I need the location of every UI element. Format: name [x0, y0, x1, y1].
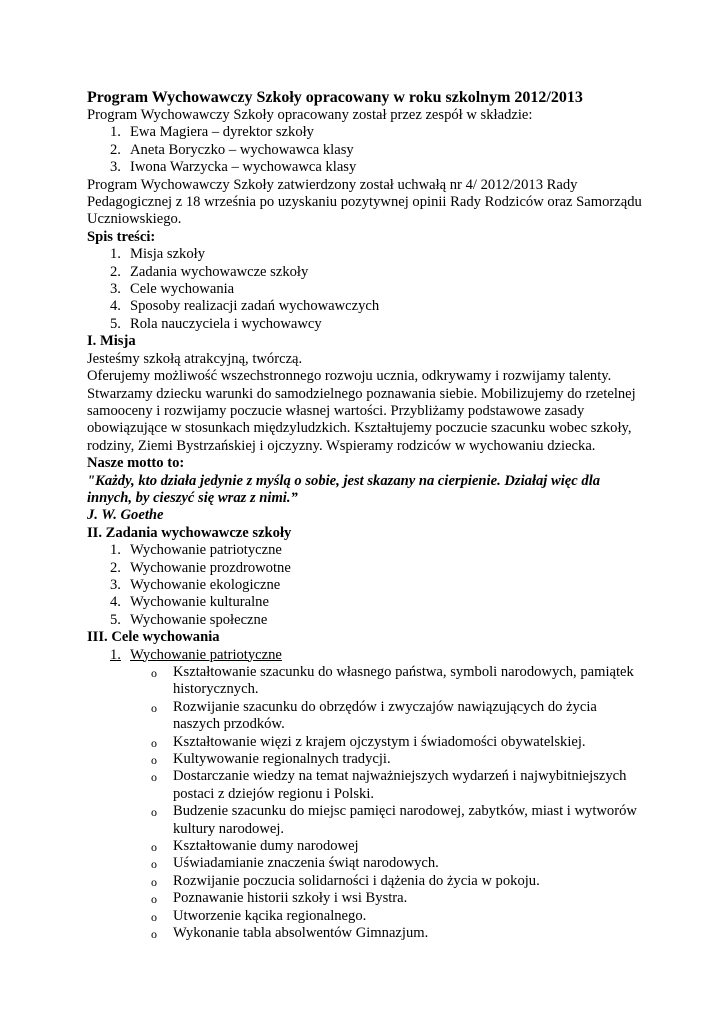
- goal1-sublist: [87, 664, 647, 943]
- list-item: 3. Iwona Warzycka – wychowawca klasy: [110, 159, 357, 176]
- mission-heading: I. Misja: [87, 333, 136, 350]
- bullet-icon: o: [151, 927, 157, 942]
- list-item: 1. Wychowanie patriotyczne: [110, 542, 282, 559]
- list-item: 4. Sposoby realizacji zadań wychowawczych: [110, 298, 380, 315]
- bullet-icon: o: [151, 857, 157, 872]
- list-item: o Kształtowanie dumy narodowej: [87, 838, 647, 855]
- goals-list: [87, 647, 647, 664]
- list-item: o Utworzenie kącika regionalnego.: [87, 908, 647, 925]
- tasks-list: [87, 542, 647, 629]
- toc-heading: Spis treści:: [87, 228, 156, 245]
- list-item: o Dostarczanie wiedzy na temat najważniejszych wydarzeń i najwybitniejszych postaci z dziejów regionu i Polski.: [151, 768, 627, 802]
- bullet-icon: o: [151, 909, 157, 924]
- list-item: 3. Wychowanie ekologiczne: [110, 576, 281, 593]
- list-item: 1. Wychowanie patriotyczne: [110, 646, 282, 663]
- list-item: 2. Zadania wychowawcze szkoły: [110, 263, 309, 280]
- list-item: 4. Wychowanie kulturalne: [110, 594, 269, 611]
- list-item: 2. Wychowanie prozdrowotne: [110, 559, 291, 576]
- motto-quote: "Każdy, kto działa jedynie z myślą o sobie, jest skazany na cierpienie. Działaj więc dla innych, by cieszyć się wraz z nimi.”: [87, 472, 601, 506]
- list-item: o Kształtowanie szacunku do własnego państwa, symboli narodowych, pamiątek historycznych.: [151, 664, 634, 698]
- bullet-icon: o: [151, 840, 157, 855]
- list-item: 1. Ewa Magiera – dyrektor szkoły: [110, 124, 314, 141]
- list-item: 1. Misja szkoły: [110, 246, 205, 263]
- toc-list: [87, 246, 647, 333]
- mission-line: Jesteśmy szkołą atrakcyjną, twórczą.: [87, 350, 303, 367]
- bullet-icon: o: [151, 805, 157, 820]
- list-item: o Kultywowanie regionalnych tradycji.: [87, 751, 647, 768]
- list-item: 3. Cele wychowania: [110, 281, 235, 298]
- bullet-icon: o: [151, 874, 157, 889]
- bullet-icon: o: [151, 666, 157, 680]
- motto-heading: Nasze motto to:: [87, 455, 185, 472]
- bullet-icon: o: [151, 753, 157, 768]
- document-title: Program Wychowawczy Szkoły opracowany w roku szkolnym 2012/2013: [87, 89, 583, 106]
- bullet-icon: o: [151, 700, 157, 715]
- list-item: 2. Aneta Boryczko – wychowawca klasy: [110, 141, 354, 158]
- intro-text: Program Wychowawczy Szkoły opracowany został przez zespół w składzie:: [87, 107, 533, 123]
- motto-author: J. W. Goethe: [87, 507, 164, 524]
- list-item: o Rozwijanie szacunku do obrzędów i zwyczajów nawiązujących do życia naszych przodków.: [151, 698, 597, 733]
- list-item: o Wykonanie tabla absolwentów Gimnazjum.: [87, 925, 647, 942]
- list-item: o Uświadamianie znaczenia świąt narodowych.: [87, 855, 647, 872]
- tasks-heading: II. Zadania wychowawcze szkoły: [87, 524, 292, 541]
- document-page: [87, 89, 647, 943]
- list-item: 5. Wychowanie społeczne: [110, 611, 268, 628]
- team-list: [87, 124, 647, 176]
- list-item: o Kształtowanie więzi z krajem ojczystym i świadomości obywatelskiej.: [87, 734, 647, 751]
- bullet-icon: o: [151, 735, 157, 750]
- bullet-icon: o: [151, 892, 157, 907]
- approval-text: Program Wychowawczy Szkoły zatwierdzony został uchwałą nr 4/ 2012/2013 Rady Pedagogicznej z 18 września po uzyskaniu pozytywnej opinii Rady Rodziców oraz Samorządu Uczniowskiego.: [87, 176, 642, 228]
- list-item: o Budzenie szacunku do miejsc pamięci narodowej, zabytków, miast i wytworów kultury narodowej.: [151, 803, 637, 837]
- bullet-icon: o: [151, 770, 157, 785]
- goals-heading: III. Cele wychowania: [87, 629, 220, 646]
- mission-text: Oferujemy możliwość wszechstronnego rozwoju ucznia, odkrywamy i rozwijamy talenty. Stwarzamy dziecku warunki do samodzielnego poznawania siebie. Mobilizujemy do rzetelnej samooceny i rozwijamy poczucie własnej wartości. Przybliżamy podstawowe zasady obowiązujące w stosunkach międzyludzkich. Kształtujemy poczucie szacunku wobec szkoły, rodziny, Ziemi Bystrzańskiej i ojczyzny. Wspieramy rodziców w wychowaniu dziecka.: [87, 368, 636, 454]
- list-item: o Rozwijanie poczucia solidarności i dążenia do życia w pokoju.: [87, 873, 647, 890]
- list-item: o Poznawanie historii szkoły i wsi Bystra.: [87, 890, 647, 907]
- list-item: 5. Rola nauczyciela i wychowawcy: [110, 315, 322, 332]
